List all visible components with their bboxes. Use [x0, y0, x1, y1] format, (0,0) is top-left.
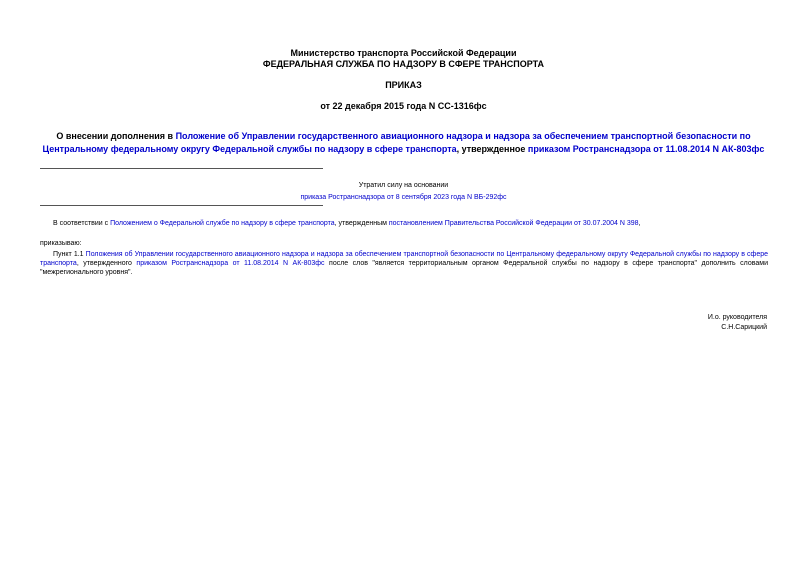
order-word: приказываю: — [40, 240, 82, 247]
clause-link-order[interactable]: приказом Ространснадзора от 11.08.2014 N АК-803фс — [136, 260, 325, 267]
agency-name: ФЕДЕРАЛЬНАЯ СЛУЖБА ПО НАДЗОРУ В СФЕРЕ ТРАНСПОРТА — [262, 59, 545, 69]
divider-bottom — [40, 205, 323, 206]
title-middle: , утвержденное — [456, 144, 528, 154]
title-link-regulation[interactable]: Положение об Управлении государственного авиационного надзора и надзора за обеспечением транспортной безопасности по Центральному федеральному округу Федеральной службы по надзору в сфере транспорта — [42, 131, 751, 154]
status-note-link[interactable]: приказа Ространснадзора от 8 сентября 2023 года N ВБ-292фс — [300, 194, 507, 201]
preamble-prefix: В соответствии с — [53, 220, 111, 227]
signatory-name: С.Н.Сарицкий — [721, 324, 767, 331]
preamble-middle: , утвержденным — [334, 220, 389, 227]
title-prefix: О внесении дополнения в — [56, 131, 176, 141]
divider-top — [40, 168, 323, 169]
signatory-position: И.о. руководителя — [707, 314, 767, 321]
clause-link-regulation[interactable]: Положения об Управлении государственного авиационного надзора и надзора за обеспечением транспортной безопасности по Центральному федеральному округу Федеральной службы по надзору в сфере транспорта — [40, 251, 768, 267]
ministry-name: Министерство транспорта Российской Федерации — [290, 48, 517, 58]
title-link-order[interactable]: приказом Ространснадзора от 11.08.2014 N АК-803фс — [527, 144, 765, 154]
document-date-number: от 22 декабря 2015 года N СС-1316фс — [320, 101, 487, 111]
status-note-text: Утратил силу на основании — [358, 182, 449, 189]
clause-prefix: Пункт 1.1 — [53, 251, 86, 258]
preamble-paragraph — [53, 219, 641, 228]
clause-middle: , утвержденного — [76, 260, 137, 267]
preamble-suffix: , — [638, 220, 641, 227]
preamble-link-government-decree[interactable]: постановлением Правительства Российской Федерации от 30.07.2004 N 398 — [388, 220, 639, 227]
document-title — [40, 130, 767, 156]
preamble-link-regulation[interactable]: Положением о Федеральной службе по надзору в сфере транспорта — [110, 220, 335, 227]
clause-suffix: после слов "является территориальным органом Федеральной службы по надзору в сфере транспорта" дополнить словами "межрегионального уровня". — [40, 260, 768, 276]
document-type: ПРИКАЗ — [385, 80, 422, 90]
clause-paragraph — [40, 250, 768, 277]
